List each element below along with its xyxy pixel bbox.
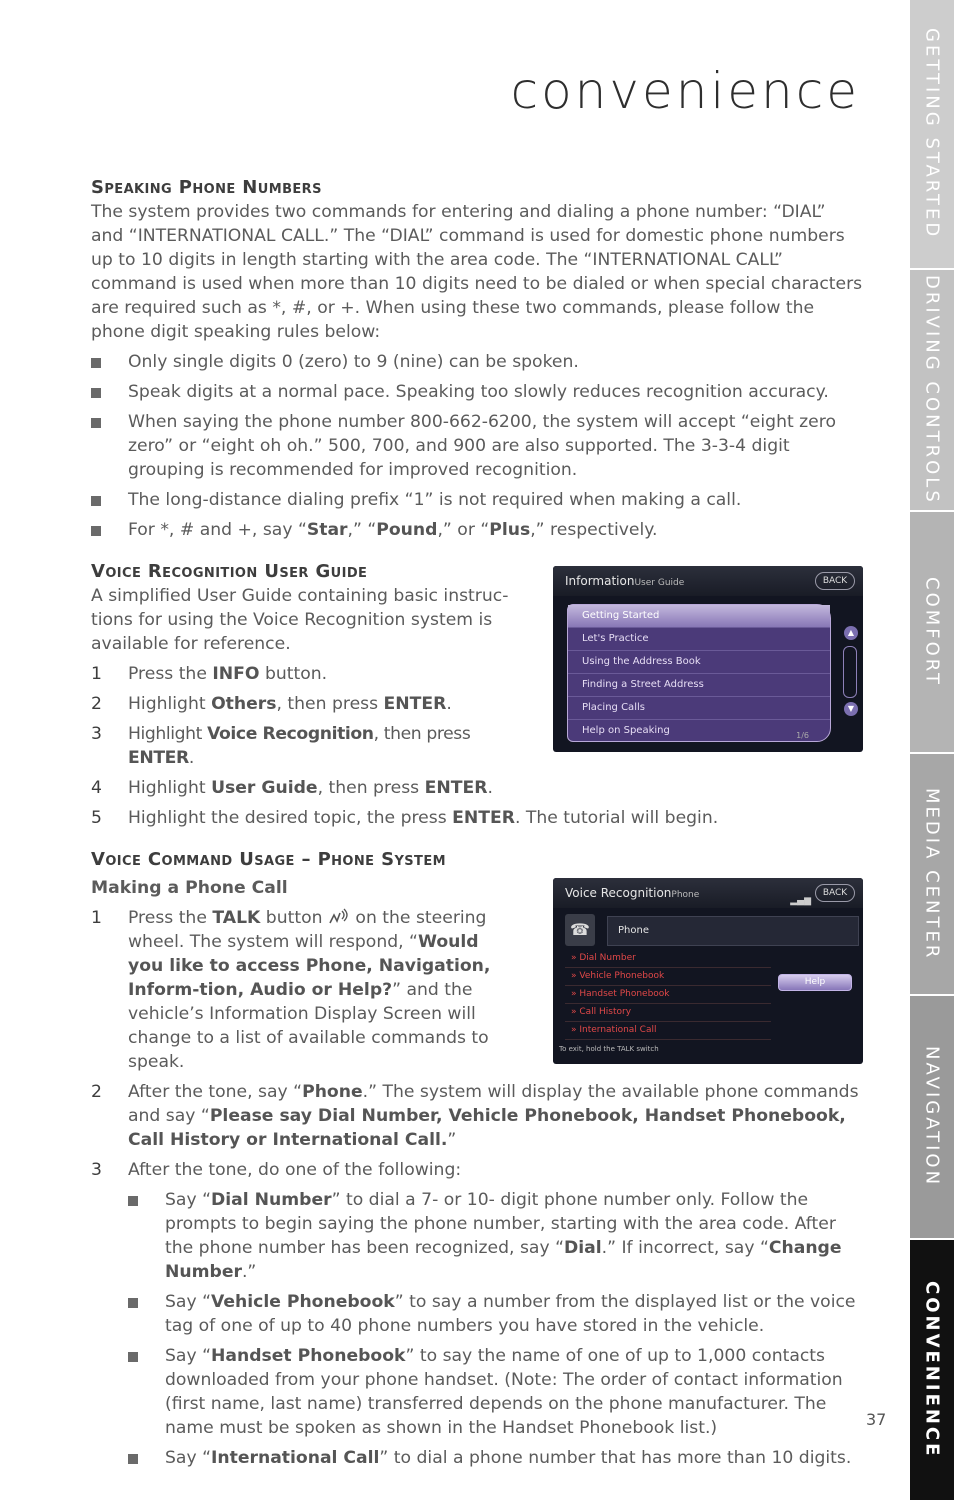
- main-content: [91, 176, 863, 1476]
- exit-hint: To exit, hold the TALK switch: [559, 1045, 659, 1053]
- list-item: The long-distance dialing prefix “1” is not required when making a call.: [91, 488, 863, 512]
- list-item: Say “Handset Phonebook” to say the name of one of up to 1,000 contacts downloaded from your phone handset. (Note: The order of contact information (first name, last name) transferred depends on the phone manufacturer. The name must be spoken as shown in the Handset Phonebook list.): [128, 1344, 863, 1440]
- screen-header: Voice RecognitionPhone ▂▄▆ BACK: [553, 878, 863, 908]
- list-item: 1 Press the INFO button.: [91, 664, 328, 684]
- page-indicator: 1/6: [796, 731, 809, 740]
- command-item: » Handset Phonebook: [565, 986, 771, 1004]
- vcphone-heading: Voice Command Usage – Phone System: [91, 849, 446, 870]
- list-item: Say “International Call” to dial a phone number that has more than 10 digits.: [128, 1446, 863, 1470]
- menu-item-street-address: Finding a Street Address: [568, 674, 830, 697]
- bullet-square-icon: [128, 1352, 138, 1362]
- command-item: » Vehicle Phonebook: [565, 968, 771, 986]
- bullet-square-icon: [91, 388, 101, 398]
- phone-icon: ☎: [565, 914, 595, 946]
- tab-getting-started[interactable]: GETTING STARTED: [910, 0, 954, 270]
- command-item: » Dial Number: [565, 950, 771, 968]
- page-number: 37: [866, 1410, 887, 1429]
- list-item: Speak digits at a normal pace. Speaking too slowly reduces recognition accuracy.: [91, 380, 863, 404]
- scroll-up-icon: ▲: [844, 626, 858, 640]
- tab-convenience[interactable]: CONVENIENCE: [910, 1240, 954, 1500]
- bullet-square-icon: [128, 1196, 138, 1206]
- scroll-down-icon: ▼: [844, 702, 858, 716]
- back-button: BACK: [815, 884, 855, 902]
- list-item: Say “Dial Number” to dial a 7- or 10- digit phone number only. Follow the prompts to begin saying the phone number, starting with the area code. After the phone number has been recognized, say “Dial.” If incorrect, say “Change Number.”: [128, 1188, 863, 1284]
- list-item: Say “Vehicle Phonebook” to say a number from the displayed list or the voice tag of one of up to 40 phone numbers you have stored in the vehicle.: [128, 1290, 863, 1338]
- menu-item-lets-practice: Let's Practice: [568, 628, 830, 651]
- phone-field: Phone: [607, 916, 859, 946]
- section-tabs: [910, 0, 954, 1500]
- tab-navigation[interactable]: NAVIGATION: [910, 996, 954, 1240]
- screen-header: InformationUser Guide BACK: [553, 566, 863, 596]
- bullet-square-icon: [91, 496, 101, 506]
- list-item: 1 Press the TALK button on the steering wheel. The system will respond, “Would you like to access Phone, Navigation, Inform-tion, Audio or Help?” and the vehicle’s Information Display Screen will change to a list of available commands to speak.: [91, 908, 491, 1072]
- list-item: 4 Highlight User Guide, then press ENTER.: [91, 778, 493, 798]
- list-item: 2 Highlight Others, then press ENTER.: [91, 694, 452, 714]
- tab-media-center[interactable]: MEDIA CENTER: [910, 754, 954, 996]
- tab-comfort[interactable]: COMFORT: [910, 512, 954, 754]
- vcphone-steps: [91, 906, 863, 1470]
- command-item: » Call History: [565, 1004, 771, 1022]
- talk-button-icon: [328, 907, 350, 927]
- bullet-square-icon: [91, 418, 101, 428]
- menu-item-address-book: Using the Address Book: [568, 651, 830, 674]
- making-call-subheading: Making a Phone Call: [91, 878, 288, 898]
- command-item: » International Call: [565, 1022, 771, 1040]
- vrguide-heading: Voice Recognition User Guide: [91, 561, 368, 582]
- vrguide-intro: A simplified User Guide containing basic instruc-tions for using the Voice Recognition system is available for reference.: [91, 586, 509, 654]
- list-item: 3 Highlight Voice Recognition, then press ENTER.: [91, 724, 471, 768]
- list-item: Only single digits 0 (zero) to 9 (nine) can be spoken.: [91, 350, 863, 374]
- menu-item-placing-calls: Placing Calls: [568, 697, 830, 720]
- bullet-square-icon: [128, 1454, 138, 1464]
- speaking-heading: Speaking Phone Numbers: [91, 177, 322, 198]
- signal-icon: ▂▄▆: [790, 896, 811, 906]
- tab-driving-controls[interactable]: DRIVING CONTROLS: [910, 270, 954, 512]
- list-item: When saying the phone number 800-662-6200, the system will accept “eight zero zero” or “eight oh oh.” 500, 700, and 900 are also supported. The 3-3-4 digit grouping is recommended for improved recognition.: [91, 410, 863, 482]
- bullet-square-icon: [128, 1298, 138, 1308]
- bullet-square-icon: [91, 526, 101, 536]
- back-button: BACK: [815, 572, 855, 590]
- phone-options-list: [128, 1188, 863, 1470]
- list-item: 5 Highlight the desired topic, the press ENTER. The tutorial will begin.: [91, 808, 719, 828]
- menu-item-getting-started: Getting Started: [568, 605, 830, 628]
- page-title: convenience: [510, 62, 860, 120]
- menu-item-help-speaking: Help on Speaking: [582, 725, 670, 736]
- list-item: 2 After the tone, say “Phone.” The system will display the available phone commands and say “Please say Dial Number, Vehicle Phonebook, Handset Phonebook, Call History or International Call.”: [91, 1082, 859, 1150]
- speaking-rules-list: [91, 350, 863, 542]
- list-item: For *, # and +, say “Star,” “Pound,” or “Plus,” respectively.: [91, 518, 863, 542]
- bullet-square-icon: [91, 358, 101, 368]
- speaking-intro: The system provides two commands for entering and dialing a phone number: “DIAL” and “INTERNATIONAL CALL.” The “DIAL” command is used for domestic phone numbers up to 10 digits in length starting with the area code. The “INTERNATIONAL CALL” command is used when more than 10 digits need to be dialed or when special characters are required such as *, #, or +. When using these two commands, please follow the phone digit speaking rules below:: [91, 202, 863, 342]
- help-button: Help: [778, 974, 852, 991]
- list-item: 3 After the tone, do one of the following: Say “Dial Number” to dial a 7- or 10- digit phone number only. Follow the prompts to begin saying the phone number, starting with the area code. After the phone number has been recognized, say “Dial.” If incorrect, say “Change Number.” Say “Vehicle Phonebook” to say a number from the displayed list or the voice tag of one of up to 40 phone numbers you have stored in the vehicle. Say “Handset Phonebook” to say the name of one of up to 1,000 contacts downloaded from your phone handset. (Note: The order of contact information (first name, last name) transferred depends on the phone manufacturer. The name must be spoken as shown in the Handset Phonebook list.) Say “International Call” to dial a phone number that has more than 10 digits.: [91, 1158, 863, 1470]
